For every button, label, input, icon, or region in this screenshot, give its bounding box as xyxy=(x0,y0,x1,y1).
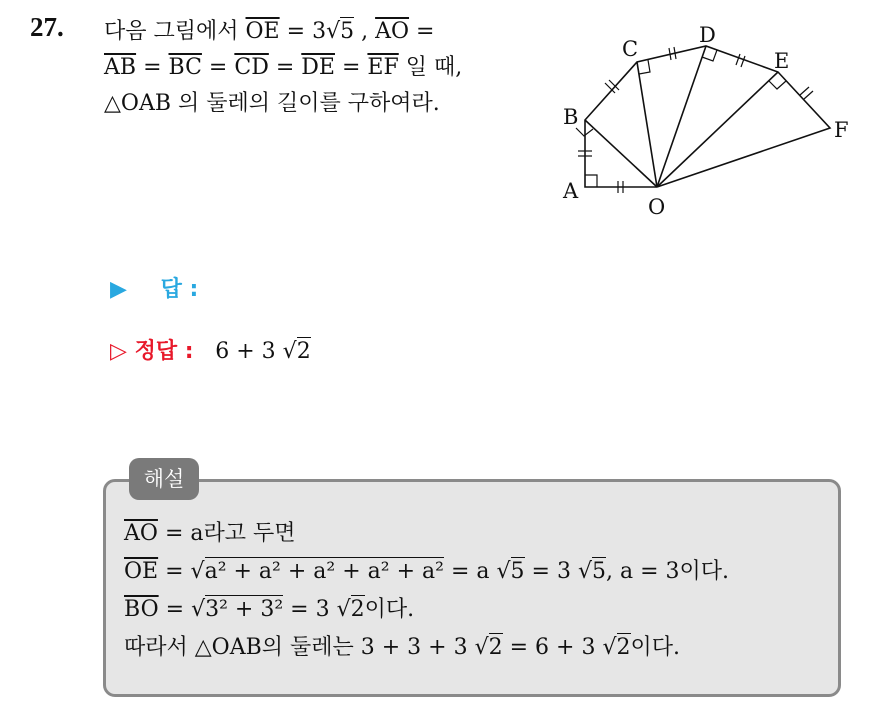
q-line2-tail: 일 때, xyxy=(405,55,463,80)
label-d: D xyxy=(699,24,716,47)
label-o: O xyxy=(648,195,666,219)
segment-od xyxy=(657,46,706,187)
segment-oc xyxy=(637,62,657,187)
sqrt-icon: √ xyxy=(602,635,617,660)
sqrt-icon: √ xyxy=(496,559,511,584)
sqrt-icon: √ xyxy=(474,635,489,660)
sqrt-icon: √ xyxy=(282,339,297,364)
equals: = xyxy=(286,19,306,44)
sqrt-icon: √ xyxy=(190,559,205,584)
solution-row xyxy=(110,334,311,365)
label-c: C xyxy=(622,37,639,61)
equals: = xyxy=(341,55,361,80)
expl-line-4: 따라서 △OAB의 둘레는 3 + 3 + 3 √2 = 6 + 3 √2이다. xyxy=(124,635,680,660)
label-b: B xyxy=(563,105,579,129)
coef: 3 xyxy=(312,19,327,44)
label-e: E xyxy=(774,49,790,73)
segment-ao: $\overline{AO}$ xyxy=(375,19,410,44)
explanation-text xyxy=(124,515,729,667)
solution-label: 정답 : xyxy=(134,339,194,364)
answer-row xyxy=(110,272,198,303)
question-text xyxy=(104,14,544,122)
segment-oe xyxy=(657,72,778,187)
equals: = xyxy=(275,55,295,80)
radicand: 5 xyxy=(340,19,355,44)
question-number: 27. xyxy=(30,12,64,42)
expl-line-3: $\overline{BO} = √3^2 + 3^2 = 3$ √2이다. xyxy=(124,597,415,622)
solution-marker-icon: ▷ xyxy=(110,339,127,364)
sqrt-icon: √ xyxy=(191,597,206,622)
sqrt-icon: √ xyxy=(577,559,592,584)
equals: = xyxy=(416,19,435,44)
segment-ab: $\overline{AB}$ xyxy=(104,55,137,80)
segment-de: $\overline{DE}$ xyxy=(301,55,335,80)
segment-ob xyxy=(585,120,657,187)
segment-cd: $\overline{CD}$ xyxy=(234,55,269,80)
label-a: A xyxy=(563,179,579,203)
q-line3: △OAB 의 둘레의 길이를 구하여라. xyxy=(104,91,440,116)
outer-path xyxy=(585,46,830,187)
comma: , xyxy=(361,19,369,44)
explanation-tag: 해설 xyxy=(129,458,199,500)
answer-marker-icon: ▶ xyxy=(110,277,127,302)
equals: = xyxy=(143,55,162,80)
segment-ef: $\overline{EF}$ xyxy=(367,55,399,80)
segment-bc: $\overline{BC}$ xyxy=(168,55,202,80)
expl-line-2: $\overline{OE} = √a^2 + a^2 + a^2 + a^2 + a^2 = a$ √5 = 3 √5, a = 3이다. xyxy=(124,559,730,584)
label-f: F xyxy=(834,118,849,142)
sqrt-icon: √ xyxy=(326,19,341,44)
expl-line-1: $\overline{AO} = a$라고 두면 xyxy=(124,521,296,546)
segment-oe: $\overline{OE}$ xyxy=(245,19,280,44)
solution-value: 6 + 3 √2 xyxy=(215,339,311,364)
equals: = xyxy=(208,55,228,80)
geometry-figure xyxy=(556,24,856,224)
answer-label: 답 : xyxy=(160,277,199,302)
q-line1-intro: 다음 그림에서 xyxy=(104,19,239,44)
sqrt-icon: √ xyxy=(336,597,351,622)
